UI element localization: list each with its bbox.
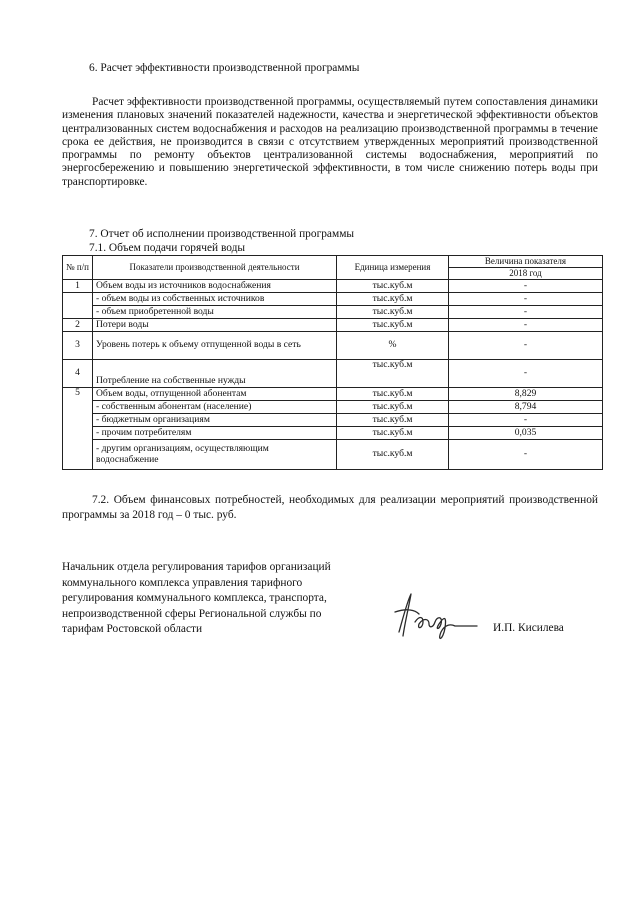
table-row xyxy=(63,293,603,306)
row-unit: тыс.куб.м xyxy=(337,414,449,427)
signatory-line: коммунального комплекса управления тарифного xyxy=(62,576,303,589)
table-row xyxy=(63,414,603,427)
row-label: Потери воды xyxy=(93,319,337,332)
row-unit: тыс.куб.м xyxy=(337,360,449,388)
row-value: 8,829 xyxy=(449,388,603,401)
row-label: Объем воды из источников водоснабжения xyxy=(93,280,337,293)
row-value: 0,035 xyxy=(449,427,603,440)
row-unit: тыс.куб.м xyxy=(337,319,449,332)
row-value: - xyxy=(449,280,603,293)
row-unit: тыс.куб.м xyxy=(337,280,449,293)
table-row xyxy=(63,427,603,440)
table-row xyxy=(63,360,603,388)
row-unit: тыс.куб.м xyxy=(337,401,449,414)
signatory-line: тарифам Ростовской области xyxy=(62,623,203,636)
table-row xyxy=(63,388,603,401)
row-unit: тыс.куб.м xyxy=(337,293,449,306)
table-row xyxy=(63,332,603,360)
row-num: 4 xyxy=(63,360,93,388)
header-num: № п/п xyxy=(63,256,93,280)
section-7-2-text: 7.2. Объем финансовых потребностей, необходимых для реализации мероприятий производственной программы за 2018 год – 0 тыс. руб. xyxy=(62,494,598,521)
row-value: 8,794 xyxy=(449,401,603,414)
row-unit: тыс.куб.м xyxy=(337,388,449,401)
row-unit: тыс.куб.м xyxy=(337,427,449,440)
row-unit: тыс.куб.м xyxy=(337,306,449,319)
header-indicator: Показатели производственной деятельности xyxy=(93,256,337,280)
row-num: 1 xyxy=(63,280,93,293)
row-label: - собственным абонентам (население) xyxy=(93,401,337,414)
section-6-title: 6. Расчет эффективности производственной программы xyxy=(89,62,360,74)
row-label: - другим организациям, осуществляющим водоснабжение xyxy=(93,440,337,470)
table-row xyxy=(63,440,603,470)
row-num: 3 xyxy=(63,332,93,360)
table-row xyxy=(63,280,603,293)
section-6-body: Расчет эффективности производственной программы, осуществляемый путем сопоставления динамики изменения плановых значений показателей надежности, качества и энергетической эффективности объектов централизованных систем водоснабжения и расходов на реализацию производственной программы в течение срока ее действия, не производится в связи с отсутствием утвержденных мероприятий производственной программы по ремонту объектов централизованной системы водоснабжения, мероприятий по энергосбережению и повышению энергетической эффективности, в том числе снижению потерь воды при транспортировке. xyxy=(62,96,598,188)
row-value: - xyxy=(449,414,603,427)
row-label: Объем воды, отпущенной абонентам xyxy=(93,388,337,401)
signatory-line: Начальник отдела регулирования тарифов организаций xyxy=(62,561,331,573)
row-num: 5 xyxy=(63,388,93,470)
signatory-line: непроизводственной сферы Региональной службы по xyxy=(62,607,322,620)
header-value-group: Величина показателя xyxy=(449,256,603,268)
row-value: - xyxy=(449,306,603,319)
handwritten-signature-icon xyxy=(385,588,485,648)
row-num: 2 xyxy=(63,319,93,332)
row-label: Потребление на собственные нужды xyxy=(93,360,337,388)
row-value: - xyxy=(449,293,603,306)
row-unit: тыс.куб.м xyxy=(337,440,449,470)
section-7-1-title: 7.1. Объем подачи горячей воды xyxy=(89,242,246,254)
table-row xyxy=(63,401,603,414)
table-row xyxy=(63,319,603,332)
header-unit: Единица измерения xyxy=(337,256,449,280)
hot-water-table xyxy=(62,255,603,470)
row-label: - бюджетным организациям xyxy=(93,414,337,427)
row-label: - прочим потребителям xyxy=(93,427,337,440)
row-value: - xyxy=(449,319,603,332)
row-label: - объем воды из собственных источников xyxy=(93,293,337,306)
signatory-line: регулирования коммунального комплекса, транспорта, xyxy=(62,592,327,605)
row-value: - xyxy=(449,332,603,360)
row-value: - xyxy=(449,440,603,470)
row-value: - xyxy=(449,360,603,388)
table-row xyxy=(63,306,603,319)
row-num xyxy=(63,293,93,319)
signatory-title xyxy=(62,560,382,638)
signatory-name: И.П. Кисилева xyxy=(493,622,564,634)
row-label: - объем приобретенной воды xyxy=(93,306,337,319)
row-unit: % xyxy=(337,332,449,360)
section-7-title: 7. Отчет об исполнении производственной программы xyxy=(89,228,355,240)
row-label: Уровень потерь к объему отпущенной воды в сеть xyxy=(93,332,337,360)
header-year: 2018 год xyxy=(449,268,603,280)
